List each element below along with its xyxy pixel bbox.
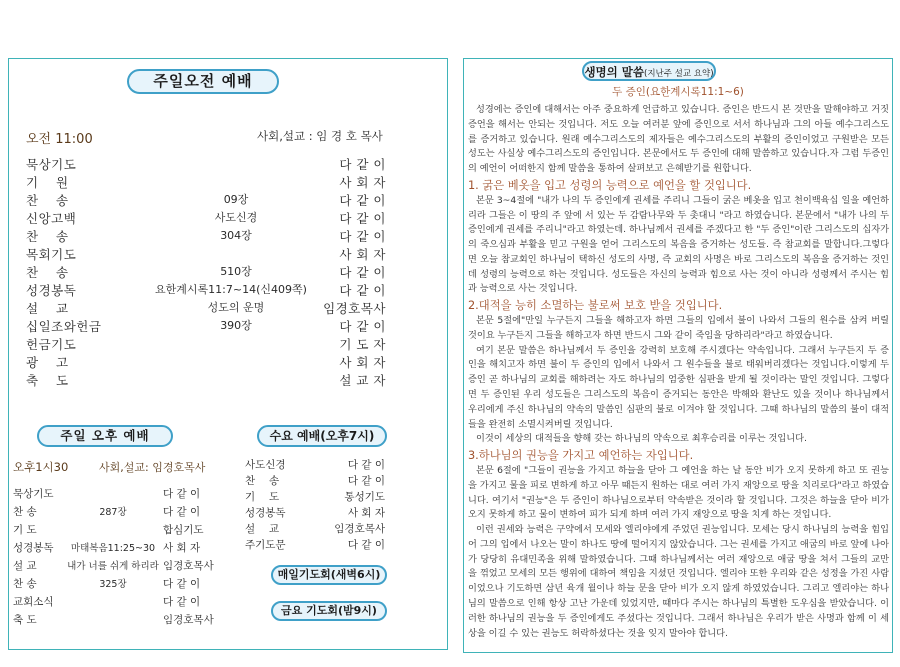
morning-row: 찬 송 510장 다 같 이 xyxy=(26,265,386,280)
sermon-paragraph: 이것이 세상의 대적들을 향해 갖는 하나님의 약속으로 최후승리를 이루는 것입니다. xyxy=(476,433,807,445)
afternoon-service-title: 주일 오후 예배 xyxy=(37,425,173,447)
wednesday-row: 설 교 임경호목사 xyxy=(245,523,385,535)
morning-row: 성경봉독 요한계시록11:7~14(신409쪽) 다 같 이 xyxy=(26,283,386,298)
friday-prayer-title: 금요 기도회(밤9시) xyxy=(271,601,387,621)
morning-service-time: 오전 11:00 xyxy=(26,132,93,147)
afternoon-row: 축 도 임경호목사 xyxy=(13,614,214,626)
afternoon-service-time: 오후1시30 xyxy=(13,460,69,474)
morning-service-leader: 사회,설교 : 임 경 호 목사 xyxy=(257,129,383,143)
wednesday-service-title: 수요 예배(오후7시) xyxy=(257,425,387,447)
morning-service-title: 주일오전 예배 xyxy=(127,69,279,94)
morning-row: 목회기도 사 회 자 xyxy=(26,247,386,262)
afternoon-row: 성경봉독 마태복음11:25~30 사 회 자 xyxy=(13,542,201,554)
sermon-title-sub: (지난주 설교 요약) xyxy=(644,69,714,79)
sermon-heading-1: 1. 굵은 베옷을 입고 성령의 능력으로 예언을 할 것입니다. xyxy=(468,178,752,192)
morning-row: 축 도 설 교 자 xyxy=(26,373,386,388)
morning-row: 광 고 사 회 자 xyxy=(26,355,386,370)
morning-row: 찬 송 09장 다 같 이 xyxy=(26,193,386,208)
wednesday-row: 찬 송 다 같 이 xyxy=(245,475,385,487)
wednesday-row: 사도신경 다 같 이 xyxy=(245,459,385,471)
wednesday-row: 주기도문 다 같 이 xyxy=(245,539,385,551)
sermon-title xyxy=(582,61,716,81)
morning-row: 묵상기도 다 같 이 xyxy=(26,157,386,172)
afternoon-row: 찬 송 287장 다 같 이 xyxy=(13,506,201,518)
sermon-paragraph: 이런 권세와 능력은 구약에서 모세와 엘리야에게 주었던 권능입니다. 모세는 당시 하나님의 능력을 힘입어 그의 입에서 나오는 말이 하나도 땅에 떨어지지 않았습니다. 그는 권세를 가지고 애굽의 바로 앞에 나아가 당당히 유대민족을 위해 말하였습니다. 그때 하나님께서는 여러 재앙으로 애굽 땅을 쳐서 그들의 교만을 꺾었고 모세의 모든 행위에 대하여 책임을 지셨던 것입니다. 엘리야 또한 우리와 같은 성정을 가진 사람이었으나 기도하면 삼년 육개 월이나 하늘 문을 닫아 비가 오지 않게 하였었습니다. 그리고 엘리야는 하나님의 말씀으로 인해 항상 고난 가운데 있었지만, 때마다 주시는 하나님의 특별한 도우심을 받았습니다. 이러한 하나님의 권능을 두 증인에게도 주셨다는 것입니다. 그래서 하나님은 우리가 받은 사명과 함께 이 세상을 이길 수 있는 권능도 허락하셨다는 것을 잊지 말아야 합니다. xyxy=(468,524,889,639)
worship-order-panel xyxy=(8,58,448,650)
sermon-title-main: 생명의 말씀 xyxy=(584,65,645,79)
sermon-panel xyxy=(463,58,893,653)
sermon-intro: 성경에는 증인에 대해서는 아주 중요하게 언급하고 있습니다. 증인은 반드시 본 것만을 말해야하고 거짓 증언을 해서는 안되는 것입니다. 저도 오늘 여러분 앞에 증인으로 서서 하나님과 그의 아들 예수그리스도를 증거하고 있습니다. 원래 예수그리스도의 제자들은 예수그리스도의 부활의 증인이었고 구원받은 모든 성도는 사실상 예수그리스도의 증인입니다. 본문에서도 두 증인에 대해 말씀하고 있습니다.자 그럼 두증인의 예언이 어떠한지 함께 말씀을 통하여 살펴보고 은혜받기를 원합니다. xyxy=(468,104,889,175)
sermon-subtitle: 두 증인(요한계시록11:1~6) xyxy=(612,86,744,98)
sermon-heading-3: 3.하나님의 권능을 가지고 예언하는 자입니다. xyxy=(468,449,694,463)
sermon-body xyxy=(468,103,889,641)
sermon-paragraph: 본문 3~4절에 "내가 나의 두 증인에게 권세를 주리니 그들이 굵은 베옷을 입고 천이백육십 일을 예언하리라 그들은 이 땅의 주 앞에 서 있는 두 감람나무와 두 촛대니 "라고 하였습니다. 본문에서 "내가 나의 두 증인에게 권세를 주리니"라고 하였는데. 하나님께서 권세를 주겠다고 한 "두 증인"이란 그리스도의 십자가의 죽으심과 부활을 믿고 구원을 얻어 그리스도의 복음을 증거하는 성도들. 즉 참교회를 말합니다.그렇다면 오늘 참교회인 하나님이 택하신 성도의 사명, 즉 교회의 사명은 바로 그리스도의 복음을 증거하는 것인데 성령의 능력으로 하는 것입니다. 성도들은 자신의 능력과 힘으로 사는 것이 아니라 성령께서 주시는 힘과 능력으로 사는 것입니다. xyxy=(468,194,889,295)
morning-row: 헌금기도 기 도 자 xyxy=(26,337,386,352)
afternoon-row: 설 교 내가 너를 쉬게 하리라 임경호목사 xyxy=(13,560,214,572)
morning-row: 기 원 사 회 자 xyxy=(26,175,386,190)
wednesday-row: 기 도 통성기도 xyxy=(245,491,385,503)
sermon-paragraph: 본문 6절에 "그들이 권능을 가지고 하늘을 닫아 그 예언을 하는 날 동안 비가 오지 못하게 하고 또 권능을 가지고 물을 피로 변하게 하고 아무 때든지 원하는 대로 여러 가지 재앙으로 땅을 치리로다"라고 하였습니다. 여기서 "권능"은 두 증인이 하나님으로부터 약속받은 것이라 할 것입니다. 그것은 하늘을 닫아 비가 오지 못하게 하고 물이 변하여 피가 되게 하며 여러 가지 재앙으로 땅을 치게 하는 것입니다. xyxy=(468,465,889,521)
afternoon-row: 찬 송 325장 다 같 이 xyxy=(13,578,201,590)
sermon-paragraph: 여기 본문 말씀은 하나님께서 두 증인을 강력히 보호해 주시겠다는 약속입니다. 그래서 누구든지 두 증인을 해치고자 하면 불이 두 증인의 입에서 나와서 그 원수들을 불로 태워버리겠다는 것입니다.이렇게 두 증인 곧 하나님의 교회를 해하려는 자도 하나님의 엄중한 심판을 받게 될 것이라는 말인 것입니다. 그렇다면 두 증인된 우리 성도들은 그리스도의 복음이 증거되는 동안은 박해와 환난도 있을 것이나 하나님께서 우리에게 주신 하나님의 약속의 말씀인 심판의 불로 이겨야 할 것입니다. 그때 하나님의 말씀의 불이 대적들을 완전히 소멸시켜버릴 것입니다. xyxy=(468,344,889,430)
morning-row: 설 교 성도의 운명 임경호목사 xyxy=(26,301,386,316)
afternoon-row: 교회소식 다 같 이 xyxy=(13,596,201,608)
morning-row: 십일조와헌금 390장 다 같 이 xyxy=(26,319,386,334)
morning-row: 찬 송 304장 다 같 이 xyxy=(26,229,386,244)
afternoon-row: 묵상기도 다 같 이 xyxy=(13,488,201,500)
morning-row: 신앙고백 사도신경 다 같 이 xyxy=(26,211,386,226)
sermon-paragraph: 본문 5절에"만일 누구든지 그들을 해하고자 하면 그들의 입에서 불이 나와서 그들의 원수를 삼켜 버릴 것이요 누구든지 그들을 해하고자 하면 반드시 그와 같이 죽임을 당하리라"라고 하였습니다. xyxy=(468,315,889,341)
afternoon-service-leader: 사회,설교: 임경호목사 xyxy=(99,461,206,474)
wednesday-row: 성경봉독 사 회 자 xyxy=(245,507,385,519)
sermon-heading-2: 2.대적을 능히 소멸하는 불로써 보호 받을 것입니다. xyxy=(468,299,723,313)
daily-prayer-title: 매일기도회(새벽6시) xyxy=(271,565,387,585)
afternoon-row: 기 도 합심기도 xyxy=(13,524,204,536)
